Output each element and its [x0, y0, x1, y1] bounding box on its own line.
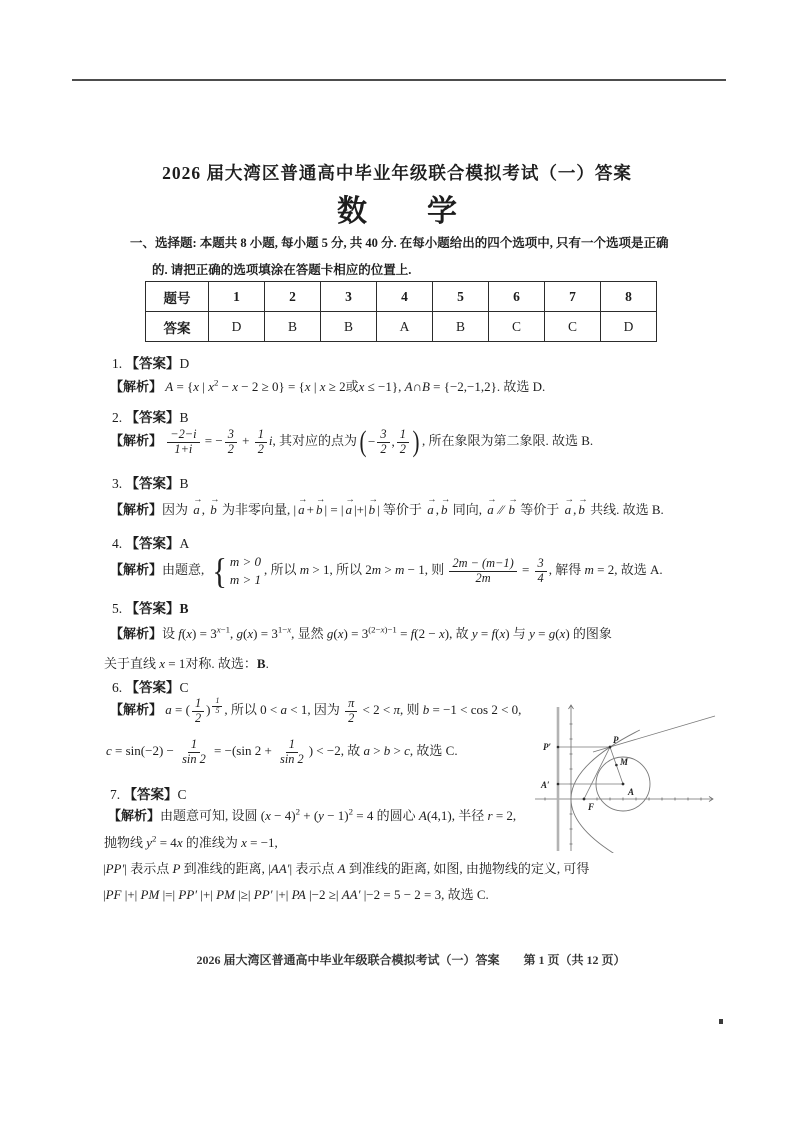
q5-answer-line: 5. 【答案】B	[112, 601, 189, 616]
label-M: M	[620, 757, 629, 767]
page-footer: 2026 届大湾区普通高中毕业年级联合模拟考试（一）答案 第 1 页（共 12 页）	[196, 953, 626, 967]
q7-solution-line1: 【解析】由题意可知, 设圆 $(x - 4)^2 + (y - 1)^2 = 4$ 的圆心 A(4,1), 半径 r = 2,	[108, 806, 517, 823]
point-M	[615, 764, 618, 767]
document-title: 2026 届大湾区普通高中毕业年级联合模拟考试（一）答案	[162, 163, 632, 183]
q1-solution-line: 【解析】 A = {x | $x^2 - x - 2 \ge 0\} = \{x$ | x ≥ 2或x ≤ −1}, A∩B = {−2,−1,2}. 故选 D.	[110, 377, 546, 394]
section-intro-line2: 的. 请把正确的选项填涂在答题卡相应的位置上.	[152, 263, 412, 277]
table-header-number: 题号	[146, 282, 209, 312]
table-cell: A	[377, 312, 433, 342]
table-cell: C	[489, 312, 545, 342]
table-row-answers	[146, 312, 657, 342]
point-P	[609, 746, 612, 749]
label-F: F	[588, 802, 595, 812]
table-cell: 2	[265, 282, 321, 312]
label-A-prime: A′	[541, 780, 550, 790]
q7-solution-line4: |PF |+| PM |=| PP′ |+| PM |≥| PP′ |+| PA |−2 ≥| AA′ |−2 = 5 − 2 = 3, 故选 C.	[103, 887, 489, 902]
table-header-answer: 答案	[146, 312, 209, 342]
table-cell: 4	[377, 282, 433, 312]
table-cell: 3	[321, 282, 377, 312]
point-P-prime	[557, 746, 560, 749]
q6-solution-line1: 【解析】 a = ( $\frac{1}{2}$ ) $^{\frac{1}{5}}$ , 所以 0 < a < 1, 因为 $\frac{\pi}{2}$ < 2 < π, 则 b = −1 < cos 2 < 0,	[110, 696, 522, 725]
subject-title: 数 学	[337, 195, 457, 228]
table-cell: D	[209, 312, 265, 342]
label-P-prime: P′	[543, 742, 552, 752]
answer-table	[145, 281, 657, 342]
point-A-prime	[557, 783, 560, 786]
table-cell: 1	[209, 282, 265, 312]
q4-solution-line: 【解析】由题意, { m > 0 m > 1 , 所以 m > 1, 所以 2m > m − 1, 则 $\frac{2m - (m-1)}{2m}$ = $\frac{3}{4}$ , 解得 m = 2, 故选 A.	[110, 550, 663, 591]
section-intro-line1: 一、选择题: 本题共 8 小题, 每小题 5 分, 共 40 分. 在每小题给出的四个选项中, 只有一个选项是正确	[130, 236, 669, 250]
table-cell: 5	[433, 282, 489, 312]
q5-solution-line1: 【解析】设 $f(x) = 3^{x-1}$, $g(x) = 3^{1-x}$, 显然 $g(x) = 3^{(2-x)-1} = f(2 - x)$, 故 y = f(x) 与 y = g(x) 的图象	[110, 624, 612, 641]
point-F	[583, 798, 586, 801]
q3-answer-line: 3. 【答案】B	[112, 476, 189, 491]
table-cell: D	[601, 312, 657, 342]
q5-solution-line2: 关于直线 x = 1对称. 故选：B.	[104, 656, 269, 671]
q4-answer-line: 4. 【答案】A	[112, 536, 190, 551]
table-cell: 8	[601, 282, 657, 312]
q3-solution-line: 【解析】因为 → a , → b 为非零向量, | → a + → b | = | → a |+| → b | 等价于 → a , → b 同向, → a ∕∕ → b 等价于 → a , → b 共线. 故选 B.	[110, 502, 664, 518]
table-cell: 7	[545, 282, 601, 312]
q7-solution-line3: |PP′| 表示点 P 到准线的距离, |AA′| 表示点 A 到准线的距离, 如图, 由抛物线的定义, 可得	[103, 861, 590, 876]
q2-solution-line: 【解析】 $\frac{-2-i}{1+i}$ = − $\frac{3}{2}$ + $\frac{1}{2}$ i, 其对应的点为 ( − $\frac{3}{2}$ , $\frac{1}{2}$ ) , 所在象限为第二象限. 故选 B.	[110, 425, 594, 459]
q7-answer-line: 7. 【答案】C	[110, 787, 187, 802]
table-cell: B	[433, 312, 489, 342]
table-cell: C	[545, 312, 601, 342]
figure-points	[557, 746, 625, 801]
q6-solution-line2: c = sin(−2) − $\frac{1}{\sin 2}$ = −(sin 2 + $\frac{1}{\sin 2}$ ) < −2, 故 a > b > c, 故选 C.	[106, 737, 458, 766]
point-A	[622, 783, 625, 786]
q2-answer-line: 2. 【答案】B	[112, 410, 189, 425]
q6-answer-line: 6. 【答案】C	[112, 680, 189, 695]
table-cell: B	[265, 312, 321, 342]
q1-answer-line: 1. 【答案】D	[112, 356, 190, 371]
question7-figure	[533, 691, 717, 853]
table-cell: 6	[489, 282, 545, 312]
label-P: P	[613, 735, 619, 745]
table-cell: B	[321, 312, 377, 342]
label-A: A	[628, 787, 635, 797]
header-rule	[72, 79, 726, 81]
table-row-numbers	[146, 282, 657, 312]
scan-artifact-dot	[719, 1019, 723, 1024]
q7-solution-line2: 抛物线 $y^2 = 4x$ 的准线为 x = −1,	[104, 833, 278, 850]
